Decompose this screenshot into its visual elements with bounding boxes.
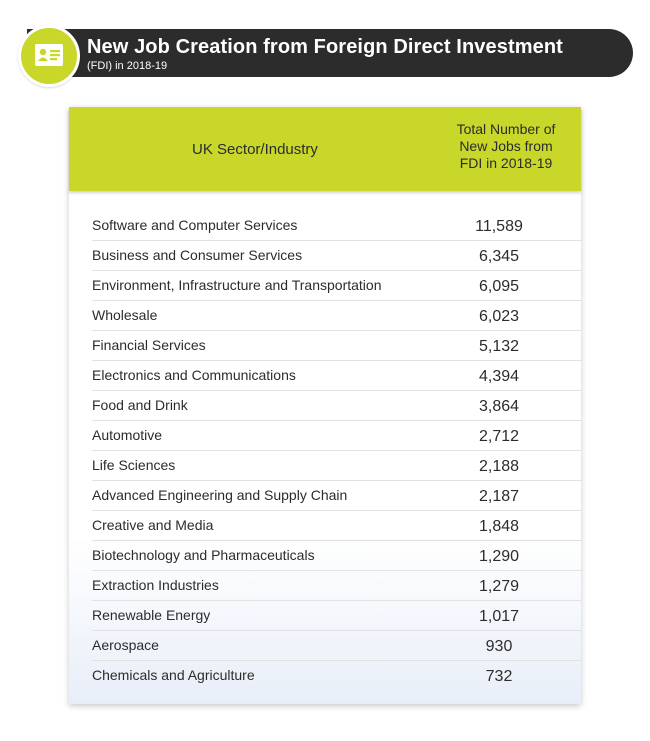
sector-name-cell: Renewable Energy	[92, 607, 211, 623]
column-header-jobs	[441, 121, 571, 172]
sector-name-cell: Environment, Infrastructure and Transportation	[92, 277, 382, 293]
job-count-cell: 4,394	[478, 368, 520, 385]
table-row	[69, 601, 581, 631]
job-count-cell: 2,712	[478, 428, 520, 445]
table-row	[69, 481, 581, 511]
table-row	[69, 241, 581, 271]
sector-name-cell: Business and Consumer Services	[92, 247, 303, 263]
sector-name-cell: Creative and Media	[92, 517, 214, 533]
table-row	[69, 451, 581, 481]
sector-name-cell: Biotechnology and Pharmaceuticals	[92, 547, 315, 563]
sector-name-cell: Chemicals and Agriculture	[92, 667, 255, 683]
table-row	[69, 511, 581, 541]
job-count-cell: 1,848	[478, 518, 520, 535]
job-count-cell: 1,290	[478, 548, 520, 565]
job-count-cell: 5,132	[478, 338, 520, 355]
id-card-icon	[18, 25, 80, 87]
column-header-sector: UK Sector/Industry	[192, 140, 318, 158]
job-count-cell: 3,864	[478, 398, 520, 415]
sector-name-cell: Automotive	[92, 427, 163, 443]
sector-name-cell: Food and Drink	[92, 397, 188, 413]
table-row	[69, 661, 581, 691]
sector-name-cell: Advanced Engineering and Supply Chain	[92, 487, 348, 503]
job-count-cell: 2,188	[478, 458, 520, 475]
table-row	[69, 331, 581, 361]
column-header-jobs-line: New Jobs from	[459, 138, 553, 154]
job-count-cell: 930	[485, 638, 513, 655]
column-header-jobs-line: Total Number of	[456, 121, 556, 137]
data-table	[69, 107, 581, 704]
job-count-cell: 6,023	[478, 308, 520, 325]
table-row	[69, 631, 581, 661]
job-count-cell: 732	[485, 668, 513, 685]
job-count-cell: 6,095	[478, 278, 520, 295]
table-header	[69, 107, 581, 191]
column-header-jobs-line: FDI in 2018-19	[459, 155, 553, 171]
sector-name-cell: Electronics and Communications	[92, 367, 296, 383]
table-row	[69, 541, 581, 571]
table-row	[69, 271, 581, 301]
job-count-cell: 11,589	[475, 218, 523, 235]
page-title: New Job Creation from Foreign Direct Investment	[87, 36, 563, 58]
sector-name-cell: Extraction Industries	[92, 577, 219, 593]
sector-name-cell: Wholesale	[92, 307, 158, 323]
table-row	[69, 571, 581, 601]
table-row	[69, 421, 581, 451]
job-count-cell: 6,345	[478, 248, 520, 265]
sector-name-cell: Aerospace	[92, 637, 159, 653]
job-count-cell: 1,017	[478, 608, 520, 625]
table-row	[69, 391, 581, 421]
table-row	[69, 361, 581, 391]
page-subtitle: (FDI) in 2018-19	[87, 60, 168, 72]
sector-name-cell: Financial Services	[92, 337, 206, 353]
sector-name-cell: Software and Computer Services	[92, 217, 298, 233]
job-count-cell: 2,187	[478, 488, 520, 505]
sector-name-cell: Life Sciences	[92, 457, 176, 473]
job-count-cell: 1,279	[478, 578, 520, 595]
table-row	[69, 211, 581, 241]
table-row	[69, 301, 581, 331]
